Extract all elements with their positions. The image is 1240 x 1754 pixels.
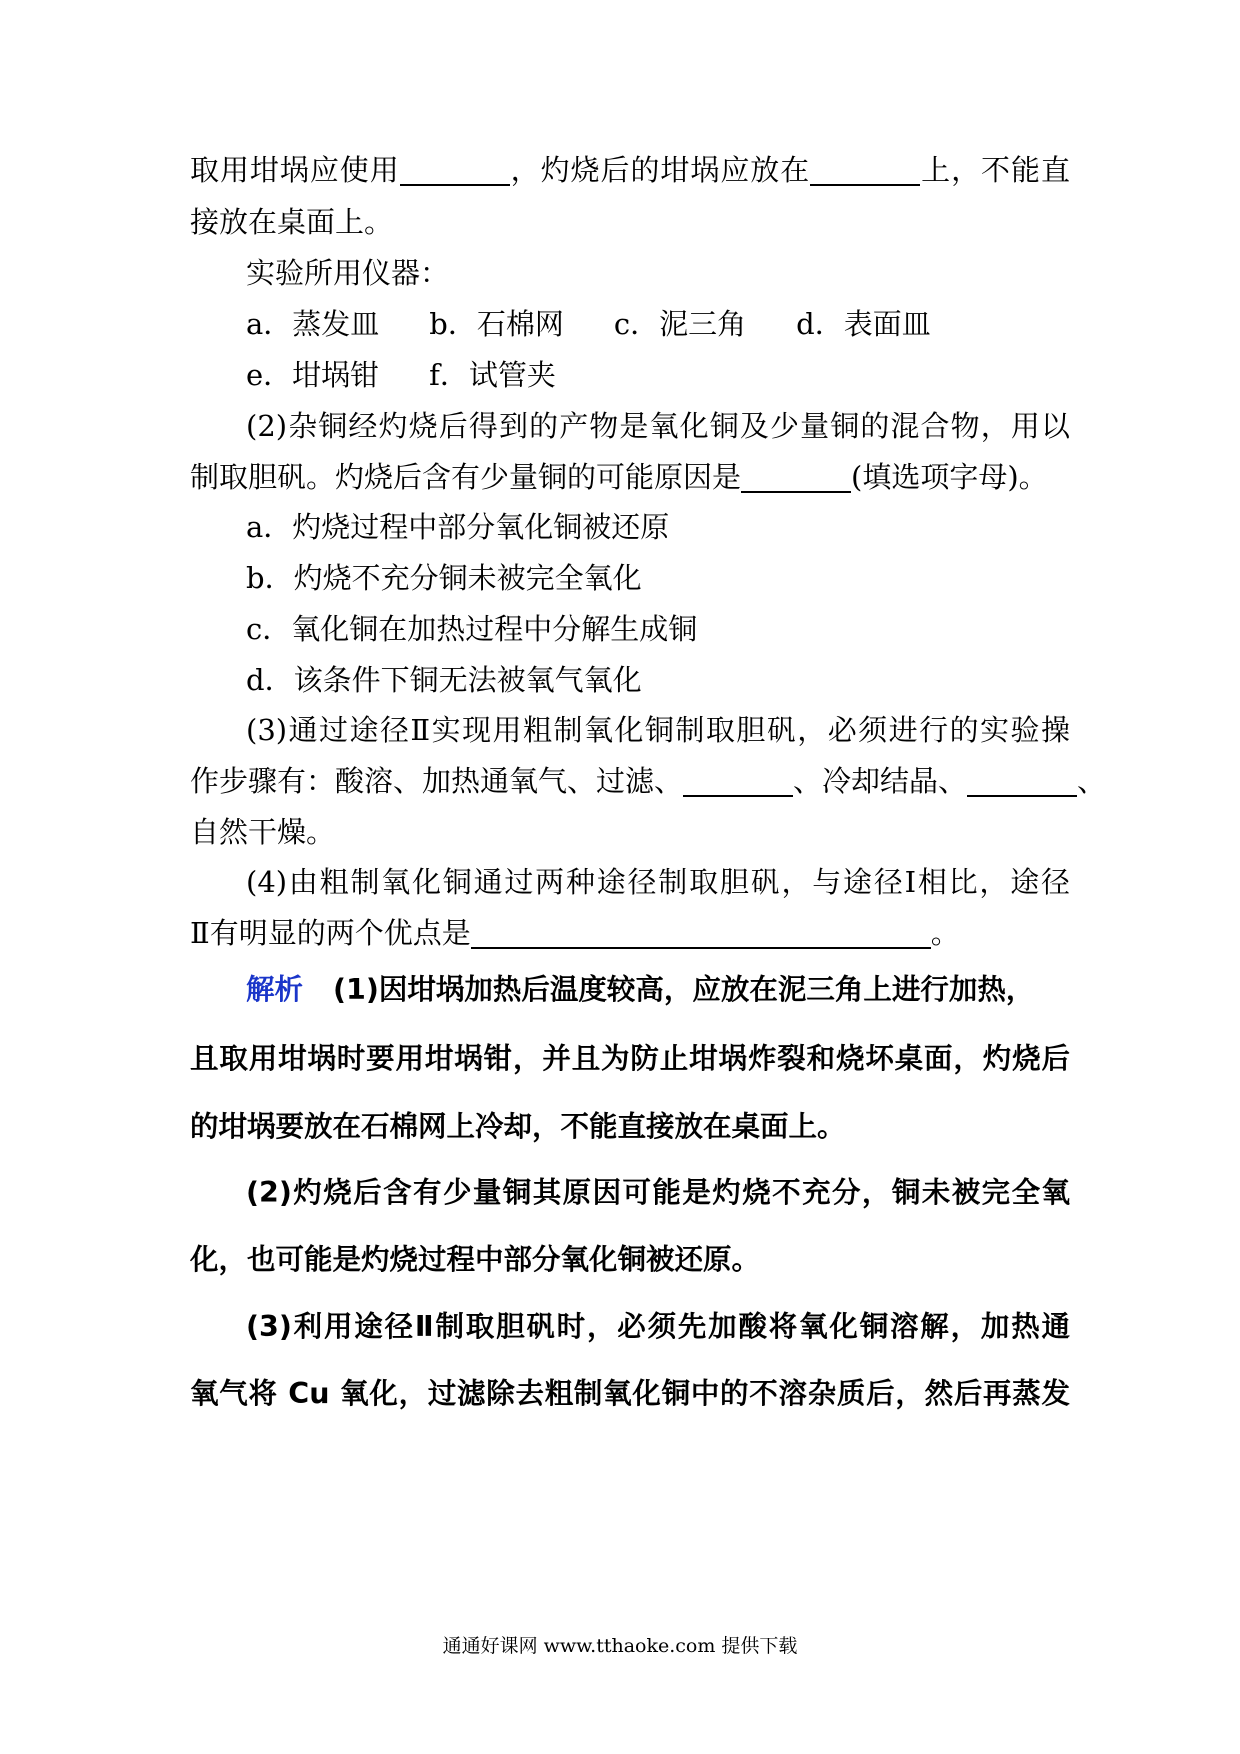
- answer-line: 解析 (1)因坩埚加热后温度较高，应放在泥三角上进行加热，: [246, 973, 1035, 1006]
- fill-blank[interactable]: [683, 764, 793, 796]
- question-line: 接放在桌面上。: [190, 205, 394, 239]
- question-line: (4)由粗制氧化铜通过两种途径制取胆矾，与途径Ⅰ相比，途径: [246, 865, 1070, 899]
- instrument-option: a．蒸发皿: [246, 307, 380, 341]
- instrument-option: e．坩埚钳: [246, 358, 380, 392]
- fill-blank[interactable]: [471, 916, 931, 948]
- fill-blank[interactable]: [967, 764, 1077, 796]
- question-line: (3)通过途径Ⅱ实现用粗制氧化铜制取胆矾，必须进行的实验操: [246, 713, 1070, 747]
- question-line: 制取胆矾。灼烧后含有少量铜的可能原因是 (填选项字母)。: [190, 460, 1048, 494]
- choice-option: c．氧化铜在加热过程中分解生成铜: [246, 612, 698, 646]
- question-line: 自然干燥。: [190, 815, 336, 849]
- instrument-option: b．石棉网: [429, 307, 564, 341]
- instrument-option: d．表面皿: [796, 307, 931, 341]
- instrument-option: f．试管夹: [429, 358, 556, 392]
- instrument-option: c．泥三角: [613, 307, 747, 341]
- question-line: 取用坩埚应使用 ，灼烧后的坩埚应放在 上，不能直: [190, 153, 1070, 187]
- choice-option: b．灼烧不充分铜未被完全氧化: [246, 561, 642, 595]
- choice-option: d．该条件下铜无法被氧气氧化: [246, 663, 642, 697]
- footer-credit: 通通好课网 www.tthaoke.com 提供下载: [442, 1635, 798, 1657]
- answer-line: 化，也可能是灼烧过程中部分氧化铜被还原。: [190, 1243, 761, 1276]
- answer-line: (2)灼烧后含有少量铜其原因可能是灼烧不充分，铜未被完全氧: [246, 1176, 1070, 1209]
- question-line: (2)杂铜经灼烧后得到的产物是氧化铜及少量铜的混合物，用以: [246, 409, 1070, 443]
- answer-line: (3)利用途径Ⅱ制取胆矾时，必须先加酸将氧化铜溶解，加热通: [246, 1310, 1070, 1343]
- fill-blank[interactable]: [400, 153, 510, 185]
- fill-blank[interactable]: [741, 460, 851, 492]
- instruments-row: [246, 355, 1070, 395]
- answer-line: 且取用坩埚时要用坩埚钳，并且为防止坩埚炸裂和烧坏桌面，灼烧后: [190, 1042, 1070, 1075]
- instruments-row: [246, 304, 1070, 344]
- answer-line: 的坩埚要放在石棉网上冷却，不能直接放在桌面上。: [190, 1110, 846, 1143]
- fill-blank[interactable]: [810, 153, 920, 185]
- choice-option: a．灼烧过程中部分氧化铜被还原: [246, 510, 670, 544]
- question-line: Ⅱ有明显的两个优点是 。: [190, 916, 960, 950]
- question-line: 作步骤有：酸溶、加热通氧气、过滤、 、冷却结晶、 、: [190, 764, 1107, 798]
- answer-label: 解析: [246, 973, 304, 1006]
- answer-line: 氧气将 Cu 氧化，过滤除去粗制氧化铜中的不溶杂质后，然后再蒸发: [190, 1377, 1070, 1410]
- instruments-title: 实验所用仪器：: [246, 256, 450, 290]
